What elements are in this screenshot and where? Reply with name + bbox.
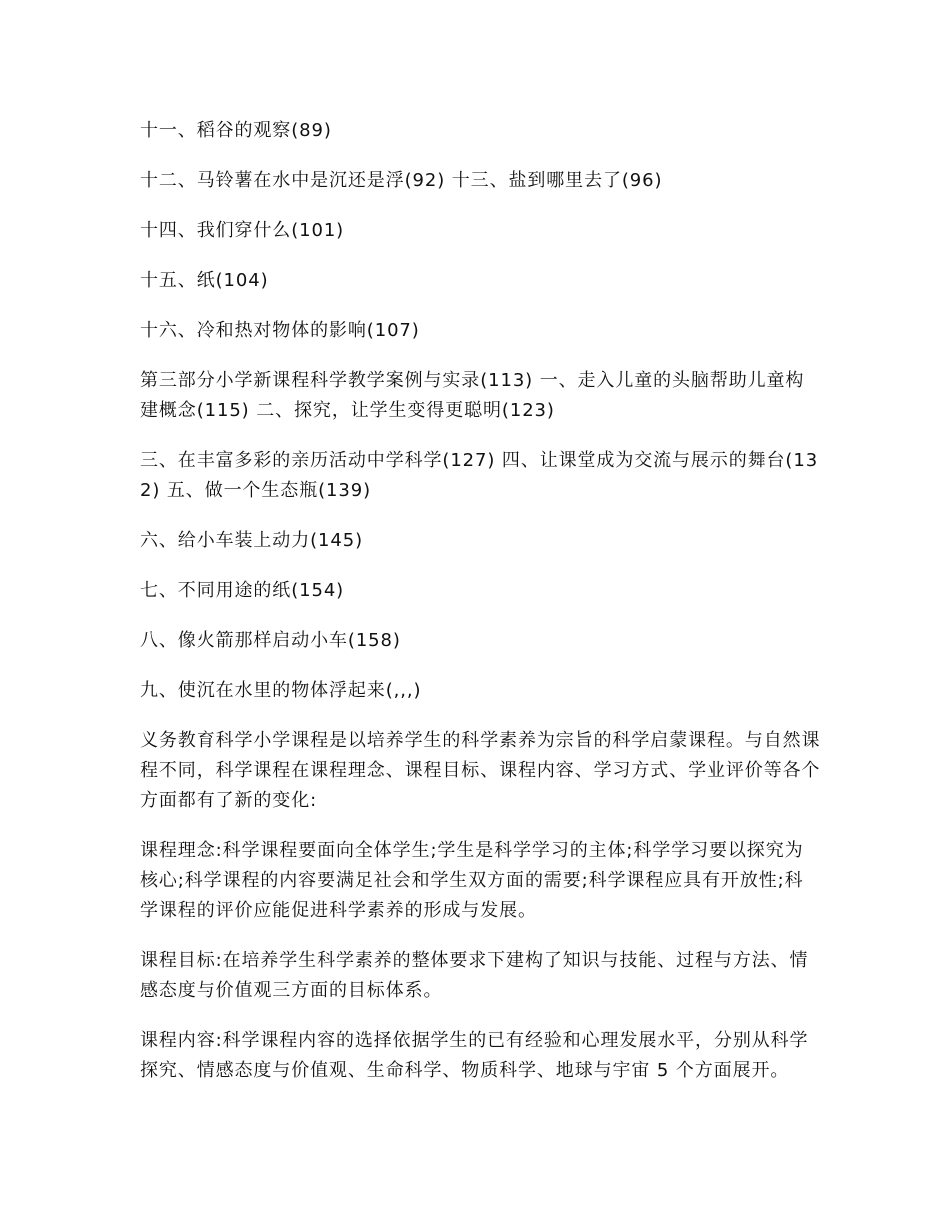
course-goals-paragraph: 课程目标:在培养学生科学素养的整体要求下建构了知识与技能、过程与方法、情感态度与价值观三方面的目标体系。 [140,950,809,1001]
toc-entry-6: 六、给小车装上动力(145) [140,530,364,551]
toc-entry-9: 九、使沉在水里的物体浮起来(,,,) [140,680,422,701]
toc-entry-16: 十六、冷和热对物体的影响(107) [140,320,420,341]
toc-entry-8: 八、像火箭那样启动小车(158) [140,630,401,651]
course-content-paragraph: 课程内容:科学课程内容的选择依据学生的已有经验和心理发展水平，分别从科学探究、情感态度与价值观、生命科学、物质科学、地球与宇宙 5 个方面展开。 [140,1030,809,1081]
toc-entry-12-13: 十二、马铃薯在水中是沉还是浮(92) 十三、盐到哪里去了(96) [140,170,663,191]
toc-entry-7: 七、不同用途的纸(154) [140,580,345,601]
toc-entry-14: 十四、我们穿什么(101) [140,220,345,241]
toc-entry-11: 十一、稻谷的观察(89) [140,120,332,141]
toc-part-3-entries: 第三部分小学新课程科学教学案例与实录(113) 一、走入儿童的头脑帮助儿童构建概念(115) 二、探究，让学生变得更聪明(123) [140,370,805,421]
course-philosophy-paragraph: 课程理念:科学课程要面向全体学生;学生是科学学习的主体;科学学习要以探究为核心;科学课程的内容要满足社会和学生双方面的需要;科学课程应具有开放性;科学课程的评价应能促进科学素养的形成与发展。 [140,840,804,921]
intro-paragraph: 义务教育科学小学课程是以培养学生的科学素养为宗旨的科学启蒙课程。与自然课程不同，科学课程在课程理念、课程目标、课程内容、学习方式、学业评价等各个方面都有了新的变化: [140,730,821,811]
document-body [140,116,822,1106]
toc-entries-3-5: 三、在丰富多彩的亲历活动中学科学(127) 四、让课堂成为交流与展示的舞台(132) 五、做一个生态瓶(139) [140,450,819,501]
toc-entry-15: 十五、纸(104) [140,270,269,291]
